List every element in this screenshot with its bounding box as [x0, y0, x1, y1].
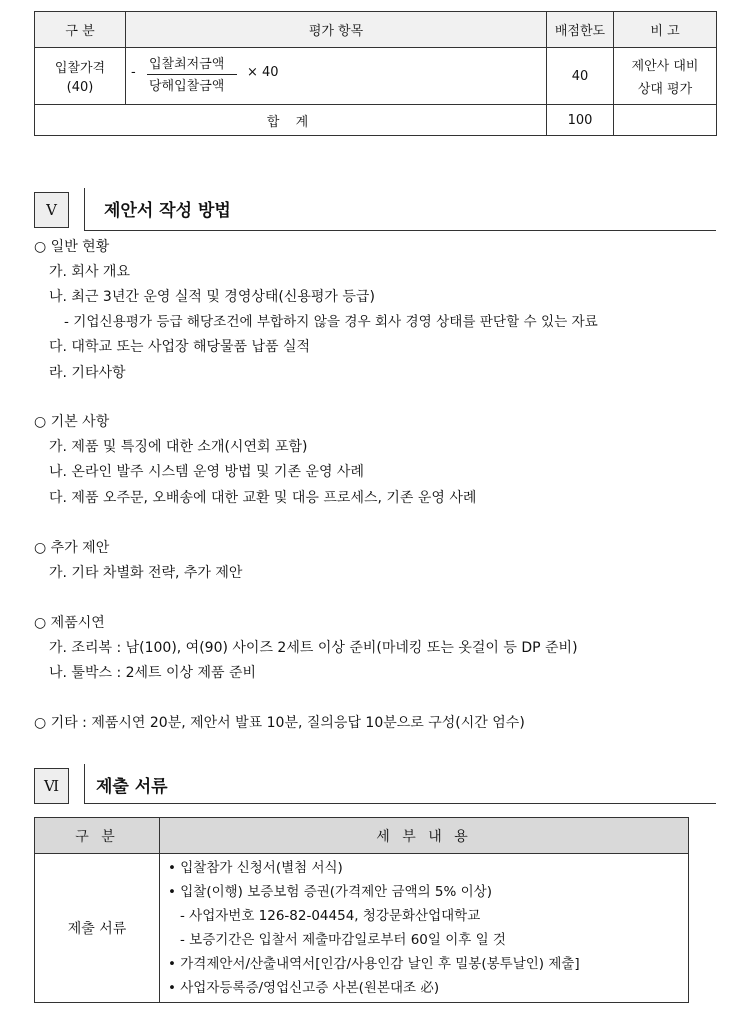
header-points-limit: 배점한도: [547, 12, 614, 48]
bullet-general-status: ○ 일반 현황: [34, 239, 110, 255]
submission-table-row: [35, 854, 689, 1003]
sum-value: 100: [547, 105, 614, 136]
details-cell: [160, 854, 689, 1003]
item-recent-performance: 나. 최근 3년간 운영 실적 및 경영상태(신용평가 등급): [49, 289, 375, 305]
section5-title: 제안서 작성 방법: [104, 201, 231, 221]
score-table-row: [35, 48, 717, 105]
item-cook-uniform: 가. 조리복 : 남(100), 여(90) 사이즈 2세트 이상 준비(마네킹 또는 옷걸이 등 DP 준비): [49, 640, 578, 656]
item-delivery-record: 다. 대학교 또는 사업장 해당물품 납품 실적: [49, 339, 311, 355]
sum-label: 합 계: [35, 105, 547, 136]
item-differentiation: 가. 기타 차별화 전략, 추가 제안: [49, 565, 243, 581]
section5-numeral: Ⅴ: [34, 192, 69, 228]
detail-business-number: - 사업자번호 126-82-04454, 청강문화산업대학교: [180, 908, 481, 924]
detail-application-form: • 입찰참가 신청서(별첨 서식): [168, 860, 343, 876]
formula-numerator: 입찰최저금액: [149, 57, 225, 72]
note-cell: [614, 48, 717, 105]
header-category: 구 분: [35, 818, 160, 854]
header-note: 비 고: [614, 12, 717, 48]
item-ordering-system: 나. 온라인 발주 시스템 운영 방법 및 기존 운영 사례: [49, 464, 364, 480]
header-details: 세 부 내 용: [160, 818, 689, 854]
sum-empty: [614, 105, 717, 136]
bullet-additional-proposal: ○ 추가 제안: [34, 540, 110, 556]
item-product-intro: 가. 제품 및 특징에 대한 소개(시연회 포함): [49, 439, 308, 455]
header-eval-item: 평가 항목: [126, 12, 547, 48]
category-points: (40): [66, 80, 94, 95]
section6-underline: [84, 803, 716, 804]
header-category: 구 분: [35, 12, 126, 48]
points-cell: 40: [547, 48, 614, 105]
submission-table: [34, 817, 689, 1003]
formula-denominator: 당해입찰금액: [149, 79, 225, 94]
price-formula: [127, 49, 545, 103]
section5-divider: [84, 188, 85, 230]
detail-business-registration: • 사업자등록증/영업신고증 사본(원본대조 必): [168, 980, 440, 996]
detail-price-proposal: • 가격제안서/산출내역서[인감/사용인감 날인 후 밀봉(봉투날인) 제출]: [168, 956, 580, 972]
formula-dash: -: [131, 65, 136, 80]
submission-table-header: [35, 818, 689, 854]
score-table-sum-row: [35, 105, 717, 136]
section6-title: 제출 서류: [96, 777, 168, 797]
section6-numeral: Ⅵ: [34, 768, 69, 804]
section6-divider: [84, 764, 85, 804]
item-toolbox: 나. 툴박스 : 2세트 이상 제품 준비: [49, 665, 257, 681]
formula-multiplier: × 40: [247, 65, 279, 80]
row-label: 제출 서류: [35, 854, 160, 1003]
category-cell: [35, 48, 126, 105]
bullet-product-demo: ○ 제품시연: [34, 615, 105, 631]
formula-cell: [126, 48, 547, 105]
bullet-other-schedule: ○ 기타 : 제품시연 20분, 제안서 발표 10분, 질의응답 10분으로 구성(시간 엄수): [34, 715, 525, 731]
score-table-header: [35, 12, 717, 48]
section5-underline: [84, 230, 716, 231]
subitem-credit-rating: - 기업신용평가 등급 해당조건에 부합하지 않을 경우 회사 경영 상태를 판단할 수 있는 자료: [64, 314, 598, 330]
detail-guarantee-period: - 보증기간은 입찰서 제출마감일로부터 60일 이후 일 것: [180, 932, 506, 948]
item-other: 라. 기타사항: [49, 365, 126, 381]
item-company-overview: 가. 회사 개요: [49, 264, 130, 280]
item-exchange-process: 다. 제품 오주문, 오배송에 대한 교환 및 대응 프로세스, 기존 운영 사례: [49, 490, 477, 506]
note-line-1: 제안사 대비: [631, 59, 699, 74]
bullet-basic-items: ○ 기본 사항: [34, 414, 110, 430]
detail-bond-insurance: • 입찰(이행) 보증보험 증권(가격제안 금액의 5% 이상): [168, 884, 492, 900]
score-table: [34, 11, 717, 136]
category-label: 입찰가격: [54, 61, 106, 76]
note-line-2: 상대 평가: [637, 82, 693, 97]
